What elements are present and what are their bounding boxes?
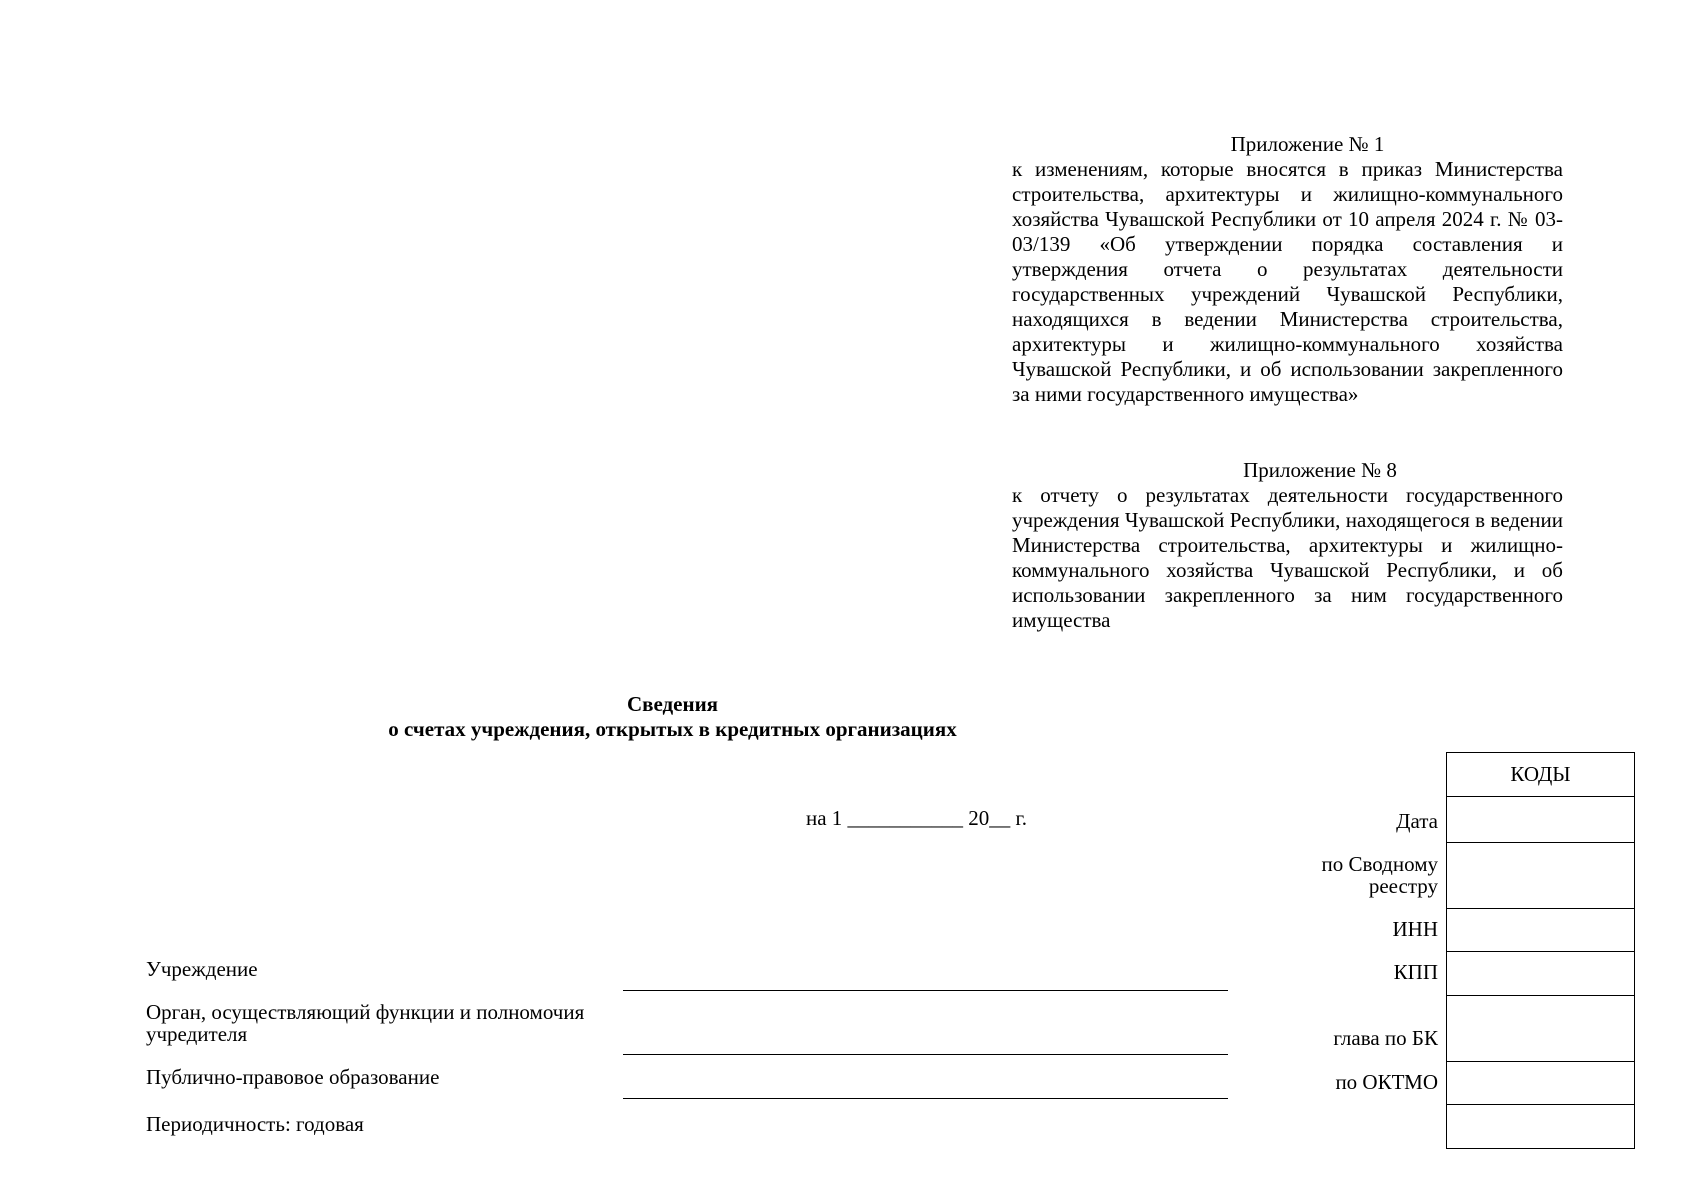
title-line-1: Сведения bbox=[626, 692, 719, 716]
public-entity-label: Публично-правовое образование bbox=[146, 1065, 440, 1089]
code-label-kpp: КПП bbox=[1393, 960, 1438, 984]
code-cell-oktmo[interactable] bbox=[1447, 1062, 1635, 1105]
title-line-2: о счетах учреждения, открытых в кредитных организациях bbox=[388, 717, 957, 741]
appendix-1-body: к изменениям, которые вносятся в приказ Министерства строительства, архитектуры и жилищно-коммунального хозяйства Чувашской Республики от 10 апреля 2024 г. № 03-03/139 «Об утверждении порядка составления и утверждения отчета о результатах деятельности государственных учреждений Чувашской Республики, находящихся в ведении Министерства строительства, архитектуры и жилищно-коммунального хозяйства Чувашской Республики, и об использовании закрепленного за ними государственного имущества» bbox=[1012, 157, 1563, 406]
founder-label: Орган, осуществляющий функции и полномочия учредителя bbox=[146, 1000, 585, 1046]
code-cell-kpp[interactable] bbox=[1447, 952, 1635, 996]
code-cell-svodny-reestr[interactable] bbox=[1447, 843, 1635, 909]
codes-header: КОДЫ bbox=[1447, 753, 1635, 797]
code-cell-inn[interactable] bbox=[1447, 909, 1635, 952]
periodicity-label: Периодичность: годовая bbox=[146, 1112, 364, 1136]
appendix-8-heading: Приложение № 8 bbox=[1243, 458, 1397, 482]
code-label-svodny-reestr: по Сводному реестру bbox=[1321, 852, 1438, 898]
institution-label: Учреждение bbox=[146, 957, 258, 981]
public-entity-line[interactable] bbox=[623, 1098, 1228, 1099]
appendix-1-heading: Приложение № 1 bbox=[1230, 132, 1385, 156]
code-label-oktmo: по ОКТМО bbox=[1335, 1070, 1438, 1094]
code-label-glava-bk: глава по БК bbox=[1333, 1026, 1438, 1050]
founder-line[interactable] bbox=[623, 1054, 1228, 1055]
code-cell-date[interactable] bbox=[1447, 797, 1635, 843]
code-label-date: Дата bbox=[1396, 809, 1438, 833]
appendix-8-body: к отчету о результатах деятельности государственного учреждения Чувашской Республики, находящегося в ведении Министерства строительства, архитектуры и жилищно-коммунального хозяйства Чувашской Республики, и об использовании закрепленного за ним государственного имущества bbox=[1012, 483, 1563, 632]
code-cell-glava-bk[interactable] bbox=[1447, 996, 1635, 1062]
report-date-line: на 1 ___________ 20__ г. bbox=[806, 806, 1028, 830]
code-cell-periodicity[interactable] bbox=[1447, 1105, 1635, 1149]
appendix-1-block bbox=[1012, 132, 1563, 407]
document-title bbox=[340, 692, 1005, 742]
institution-line[interactable] bbox=[623, 990, 1228, 991]
appendix-8-block bbox=[1012, 458, 1563, 633]
code-label-inn: ИНН bbox=[1392, 917, 1438, 941]
codes-table bbox=[1446, 752, 1635, 1149]
